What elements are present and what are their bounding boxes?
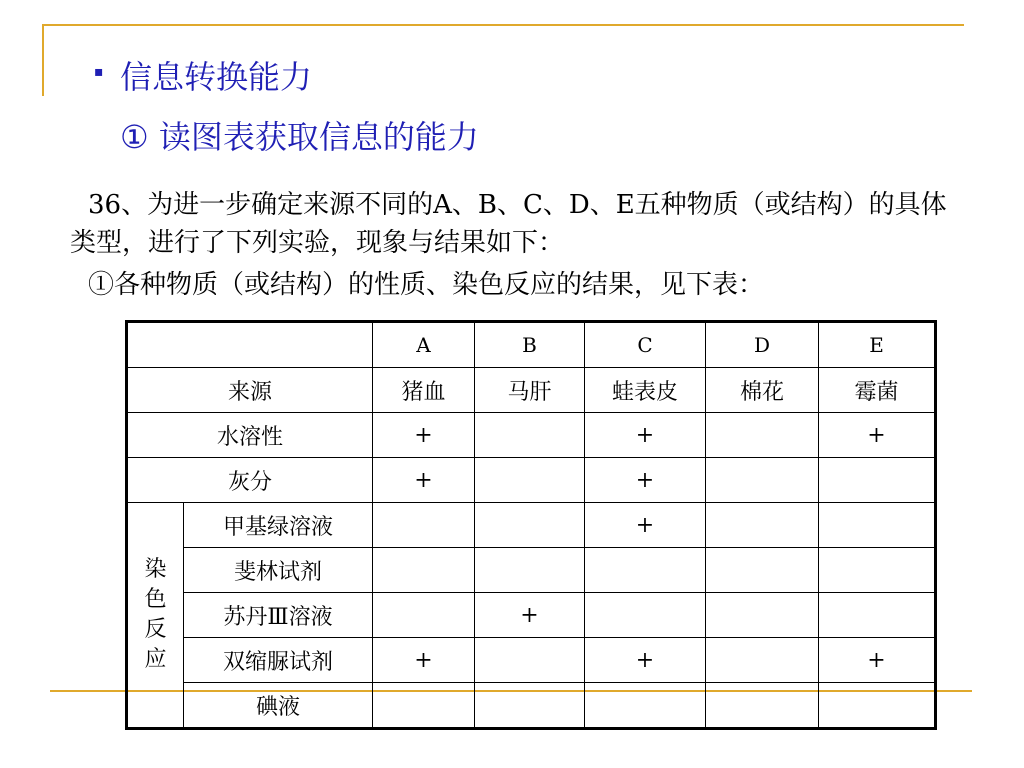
table-cell	[475, 413, 585, 458]
table-cell	[373, 503, 475, 548]
table-cell: +	[585, 638, 706, 683]
table-cell	[585, 593, 706, 638]
table-cell: +	[373, 638, 475, 683]
table-cell	[373, 593, 475, 638]
table-cell	[373, 683, 475, 729]
subheading: ① 读图表获取信息的能力	[120, 118, 479, 156]
frame-top-line	[42, 24, 964, 26]
table-cell	[475, 458, 585, 503]
table-cell	[819, 683, 936, 729]
table-cell: +	[373, 413, 475, 458]
table-cell	[706, 593, 819, 638]
stain-group-char: 反	[144, 617, 167, 642]
stain-group-char: 色	[144, 587, 167, 612]
header-cell-a: A	[373, 322, 475, 368]
question-subitem: ①各种物质（或结构）的性质、染色反应的结果，见下表：	[88, 270, 765, 300]
table-row-solubility	[127, 413, 936, 458]
table-cell: +	[585, 413, 706, 458]
table-cell	[585, 548, 706, 593]
table-cell	[819, 503, 936, 548]
table-cell	[585, 683, 706, 729]
table-cell	[819, 548, 936, 593]
table-cell	[706, 638, 819, 683]
header-cell-b: B	[475, 322, 585, 368]
table-cell	[373, 548, 475, 593]
table-cell	[819, 458, 936, 503]
row-label: 斐林试剂	[184, 548, 373, 593]
table-cell	[475, 548, 585, 593]
row-label: 灰分	[127, 458, 373, 503]
table-cell	[706, 413, 819, 458]
table-cell: +	[585, 503, 706, 548]
table-cell: +	[585, 458, 706, 503]
table-cell: +	[819, 413, 936, 458]
header-cell-d: D	[706, 322, 819, 368]
table-row-source	[127, 368, 936, 413]
table-row-stain-4	[127, 638, 936, 683]
row-label: 甲基绿溶液	[184, 503, 373, 548]
row-label: 水溶性	[127, 413, 373, 458]
row-label: 苏丹Ⅲ溶液	[184, 593, 373, 638]
table-cell: 猪血	[373, 368, 475, 413]
row-label: 来源	[127, 368, 373, 413]
table-row-stain-1	[127, 503, 936, 548]
table-cell	[475, 683, 585, 729]
table-row-stain-5	[127, 683, 936, 729]
stain-group-char: 染	[144, 557, 167, 582]
question-paragraph: 36、为进一步确定来源不同的A、B、C、D、E五种物质（或结构）的具体类型，进行了下列实验，现象与结果如下：	[70, 190, 947, 258]
table-cell	[475, 503, 585, 548]
table-cell: +	[373, 458, 475, 503]
stain-group-char: 应	[144, 647, 167, 672]
row-label: 双缩脲试剂	[184, 638, 373, 683]
table-row-stain-3	[127, 593, 936, 638]
table-header-row	[127, 322, 936, 368]
row-label: 碘液	[184, 683, 373, 729]
header-corner-cell	[127, 322, 373, 368]
table-cell	[706, 683, 819, 729]
table-cell: 蛙表皮	[585, 368, 706, 413]
table-row-stain-2	[127, 548, 936, 593]
table-cell	[475, 638, 585, 683]
table-cell	[706, 548, 819, 593]
table-cell	[706, 503, 819, 548]
table-cell: +	[475, 593, 585, 638]
table-cell: 马肝	[475, 368, 585, 413]
results-table	[125, 320, 937, 730]
header-cell-e: E	[819, 322, 936, 368]
table-cell: 棉花	[706, 368, 819, 413]
stain-group-label	[127, 503, 184, 729]
table-cell: +	[819, 638, 936, 683]
header-cell-c: C	[585, 322, 706, 368]
table-cell	[819, 593, 936, 638]
table-row-ash	[127, 458, 936, 503]
table-cell	[706, 458, 819, 503]
table-cell: 霉菌	[819, 368, 936, 413]
frame-left-line	[42, 24, 44, 96]
bullet-icon: ▪	[94, 64, 104, 80]
heading: 信息转换能力	[120, 58, 313, 96]
